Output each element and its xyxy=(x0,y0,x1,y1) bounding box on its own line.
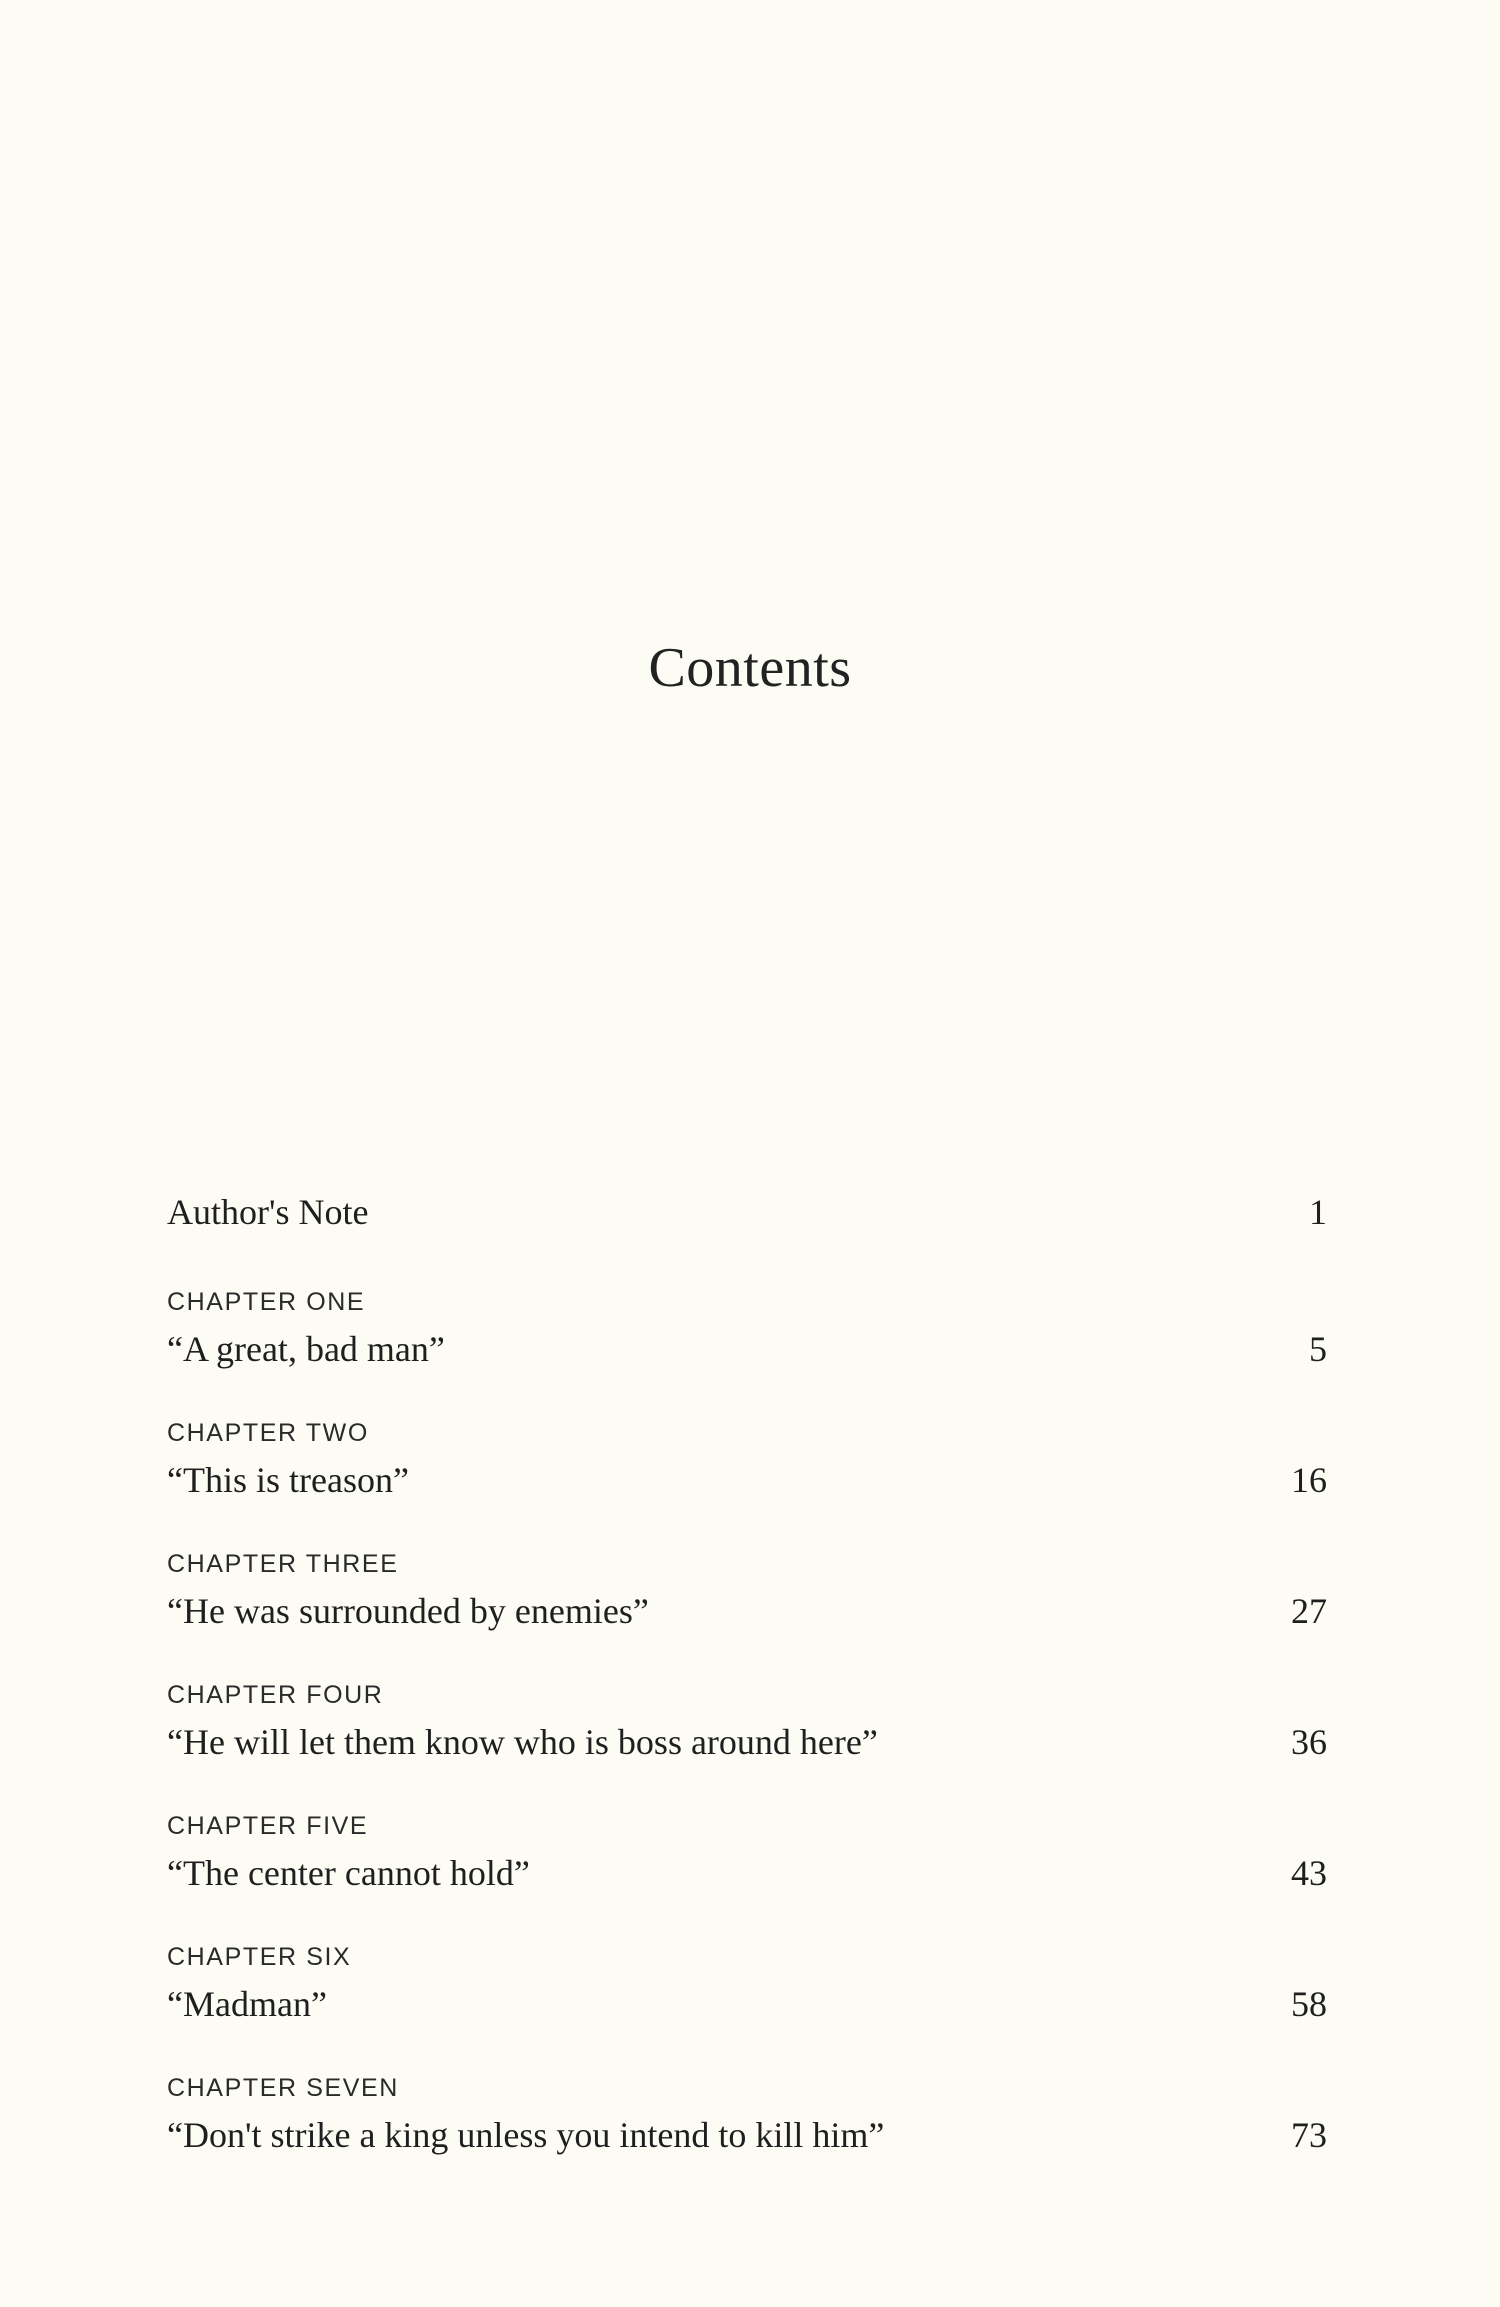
toc-entry-chapter-two xyxy=(167,1418,1327,1549)
toc-entry-chapter-three xyxy=(167,1549,1327,1680)
toc-entry-title: “Madman” xyxy=(167,1984,327,2024)
toc-entry-page-number: 16 xyxy=(1291,1460,1327,1500)
toc-entry-page-number: 73 xyxy=(1291,2115,1327,2155)
page-title: Contents xyxy=(648,637,852,699)
toc-entry-authors-note xyxy=(167,1182,1327,1287)
chapter-label: CHAPTER SIX xyxy=(167,1943,352,1971)
toc-entry-page-number: 58 xyxy=(1291,1984,1327,2024)
toc-entry-page-number: 36 xyxy=(1291,1722,1327,1762)
toc-entry-chapter-one xyxy=(167,1287,1327,1418)
chapter-label: CHAPTER ONE xyxy=(167,1288,366,1316)
chapter-label: CHAPTER THREE xyxy=(167,1550,399,1578)
toc-entry-chapter-six xyxy=(167,1942,1327,2073)
chapter-label: CHAPTER FIVE xyxy=(167,1812,369,1840)
toc-entry-chapter-seven xyxy=(167,2073,1327,2204)
toc-entry-chapter-five xyxy=(167,1811,1327,1942)
chapter-label: CHAPTER TWO xyxy=(167,1419,369,1447)
toc-entry-title: Author's Note xyxy=(167,1192,369,1232)
toc-entry-title: “He was surrounded by enemies” xyxy=(167,1591,649,1631)
toc-entry-title: “Don't strike a king unless you intend to kill him” xyxy=(167,2115,885,2155)
chapter-label: CHAPTER FOUR xyxy=(167,1681,384,1709)
toc-entry-chapter-four xyxy=(167,1680,1327,1811)
table-of-contents xyxy=(167,1182,1327,2204)
toc-entry-title: “The center cannot hold” xyxy=(167,1853,530,1893)
toc-entry-page-number: 27 xyxy=(1291,1591,1327,1631)
toc-entry-page-number: 43 xyxy=(1291,1853,1327,1893)
toc-entry-title: “He will let them know who is boss around here” xyxy=(167,1722,878,1762)
toc-entry-page-number: 5 xyxy=(1309,1329,1327,1369)
toc-entry-title: “A great, bad man” xyxy=(167,1329,445,1369)
toc-entry-title: “This is treason” xyxy=(167,1460,409,1500)
chapter-label: CHAPTER SEVEN xyxy=(167,2074,399,2102)
toc-entry-page-number: 1 xyxy=(1309,1192,1327,1232)
